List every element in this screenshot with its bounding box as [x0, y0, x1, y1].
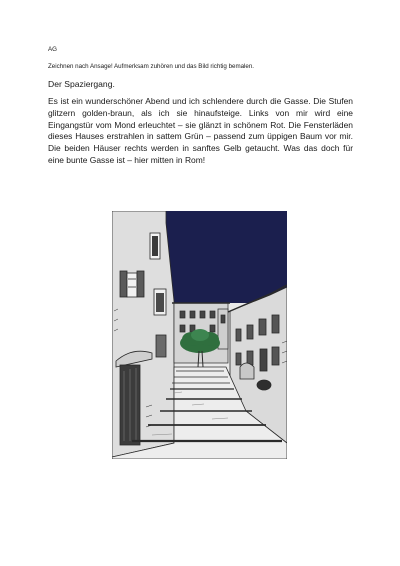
worksheet-tag: AG: [48, 46, 57, 53]
street-illustration: [112, 211, 287, 459]
story-title: Der Spaziergang.: [48, 79, 115, 89]
night-sky: [166, 211, 287, 303]
street-drawing: [112, 211, 287, 459]
instruction-line: Zeichnen nach Ansage! Aufmerksam zuhören und das Bild richtig bemalen.: [48, 63, 255, 70]
left-house: [112, 211, 174, 457]
story-paragraph: Es ist ein wunderschöner Abend und ich schlendere durch die Gasse. Die Stufen glitzern golden-braun, als ich sie hinaufsteige. Links von mir wird eine Eingangstür vom Mond erleuchtet – sie glänzt in schönem Rot. Die Fensterläden dieses Hauses erstrahlen in sattem Grün – passend zum üppigen Baum vor mir. Die beiden Häuser rechts werden in sanftes Gelb getaucht. Was das doch für eine bunte Gasse ist – hier mitten in Rom!: [48, 96, 353, 165]
